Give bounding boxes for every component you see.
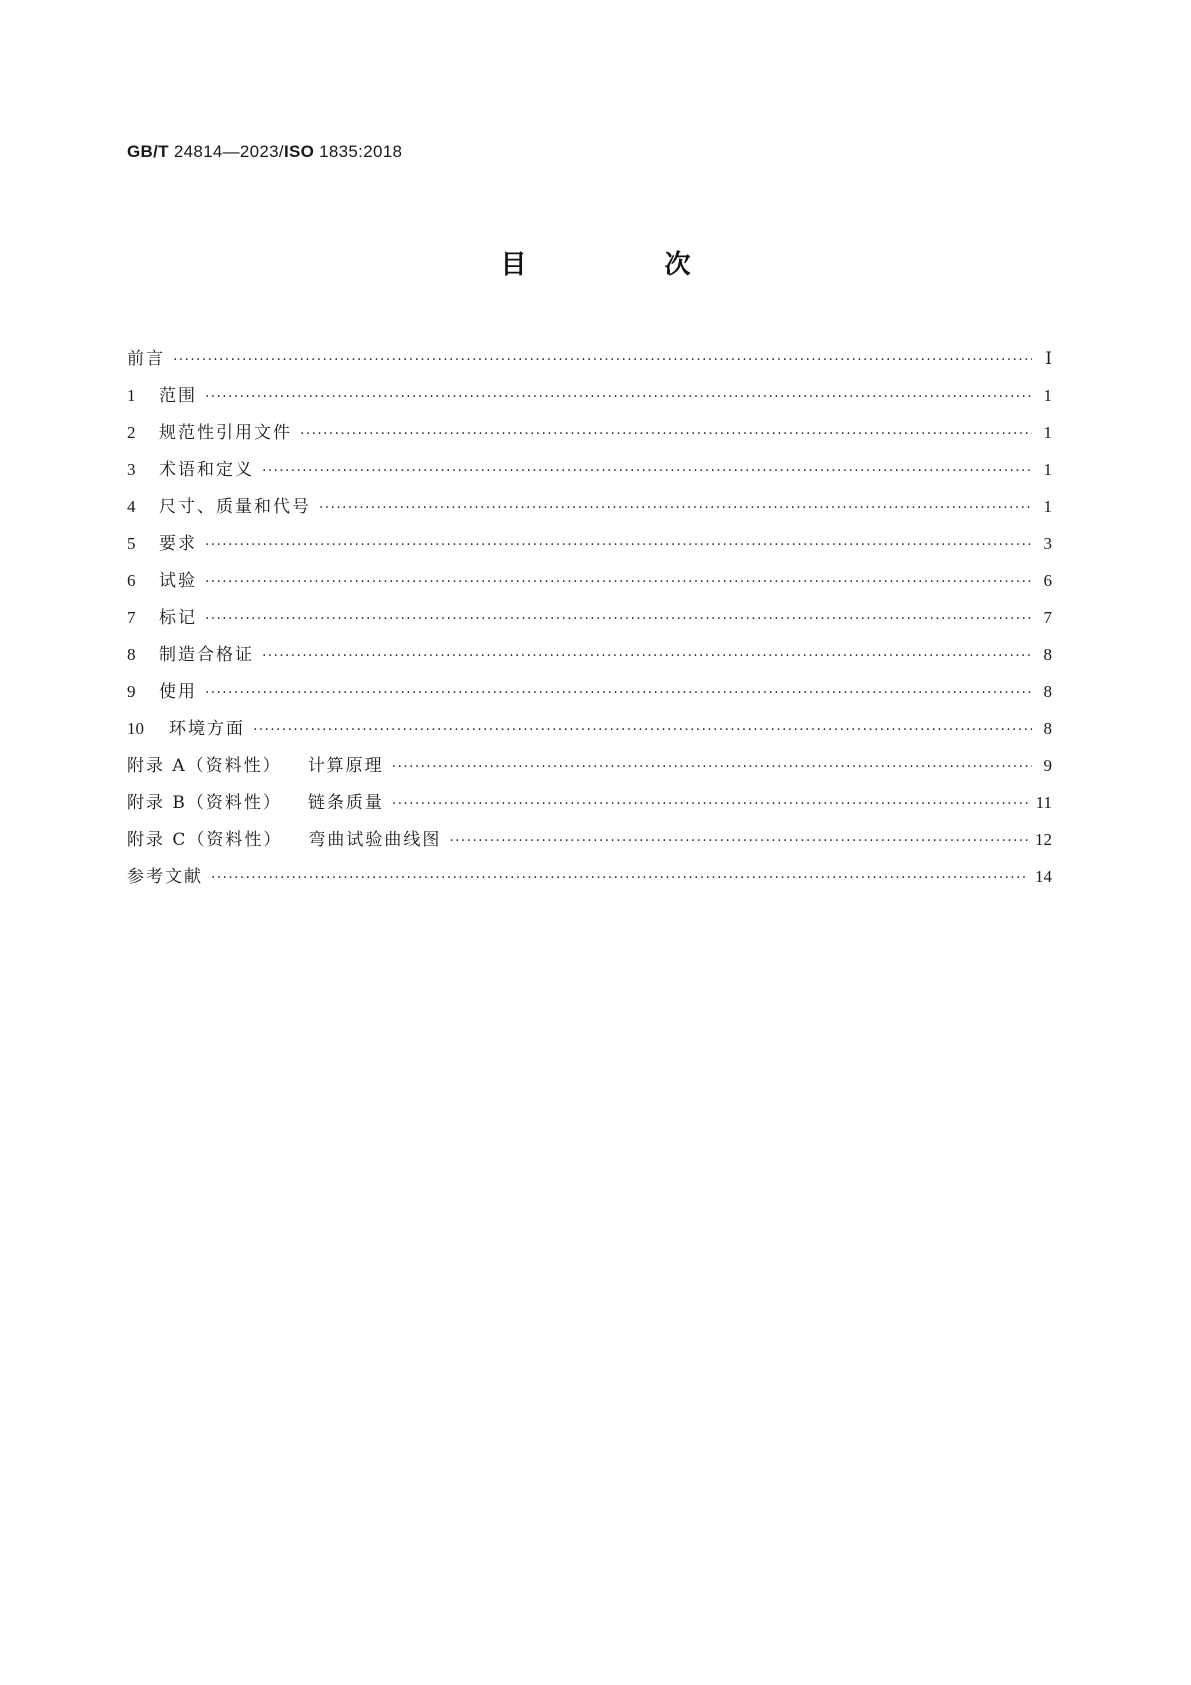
toc-leader-dots (392, 748, 1032, 768)
toc-entry-number: 3 (127, 460, 136, 479)
toc-entry-label: 前言 (127, 349, 165, 369)
toc-entry-label: 试验 (159, 571, 197, 591)
toc-entry-page: 12 (1035, 830, 1052, 849)
toc-leader-dots (449, 822, 1029, 842)
toc-entry-label: 标记 (159, 608, 197, 628)
toc-entry-label: 范围 (159, 386, 197, 406)
toc-entry-5[interactable] (127, 525, 1052, 562)
toc-entry-7[interactable] (127, 599, 1052, 636)
standard-code: 24814—2023/ (168, 142, 284, 161)
toc-leader-dots (319, 489, 1032, 509)
toc-entry-label: 术语和定义 (159, 460, 254, 480)
page-title: 目 次 (500, 250, 747, 280)
toc-entry-page: 14 (1035, 867, 1052, 886)
toc-leader-dots (211, 859, 1029, 879)
toc-entry-number: 6 (127, 571, 136, 590)
toc-entry-8[interactable] (127, 636, 1052, 673)
toc-entry-9[interactable] (127, 673, 1052, 710)
toc-entry-page: 9 (1043, 756, 1052, 775)
toc-entry-page: 7 (1043, 608, 1052, 627)
toc-entry-1[interactable] (127, 377, 1052, 414)
table-of-contents (127, 340, 1052, 895)
standard-prefix: GB/T (127, 142, 169, 161)
toc-entry-label: 环境方面 (169, 719, 245, 739)
toc-entry-label: 制造合格证 (159, 645, 254, 665)
toc-leader-dots (205, 600, 1032, 620)
toc-leader-dots (205, 674, 1032, 694)
toc-entry-label: 附录 C（资料性） (127, 830, 283, 850)
toc-entry-page: Ⅰ (1045, 349, 1052, 368)
toc-leader-dots (253, 711, 1032, 731)
toc-entry-label: 参考文献 (127, 867, 203, 887)
toc-entry-page: 1 (1043, 386, 1052, 405)
toc-entry-page: 8 (1043, 682, 1052, 701)
toc-entry-3[interactable] (127, 451, 1052, 488)
toc-entry-10[interactable] (127, 710, 1052, 747)
toc-entry-label: 附录 A（资料性） (127, 756, 282, 776)
toc-entry-2[interactable] (127, 414, 1052, 451)
toc-entry-page: 3 (1043, 534, 1052, 553)
toc-entry-label: 规范性引用文件 (159, 423, 292, 443)
toc-leader-dots (205, 563, 1032, 583)
toc-entry-annex-b[interactable] (127, 784, 1052, 821)
toc-entry-page: 1 (1043, 460, 1052, 479)
toc-entry-label: 使用 (159, 682, 197, 702)
toc-entry-page: 11 (1035, 793, 1052, 812)
toc-entry-number: 2 (127, 423, 136, 442)
toc-entry-number: 9 (127, 682, 136, 701)
toc-leader-dots (392, 785, 1030, 805)
toc-leader-dots (262, 452, 1032, 472)
toc-entry-page: 8 (1043, 645, 1052, 664)
toc-entry-4[interactable] (127, 488, 1052, 525)
toc-entry-page: 8 (1043, 719, 1052, 738)
toc-entry-annex-a[interactable] (127, 747, 1052, 784)
iso-prefix: ISO (283, 142, 315, 161)
iso-code: 1835:2018 (314, 142, 403, 161)
toc-entry-number: 5 (127, 534, 136, 553)
toc-entry-page: 6 (1043, 571, 1052, 590)
toc-leader-dots (173, 341, 1032, 361)
toc-leader-dots (205, 378, 1032, 398)
toc-entry-foreword[interactable] (127, 340, 1052, 377)
toc-entry-number: 10 (127, 719, 144, 738)
toc-leader-dots (262, 637, 1032, 657)
toc-entry-sublabel: 链条质量 (307, 793, 384, 813)
toc-entry-label: 尺寸、质量和代号 (159, 497, 311, 517)
toc-entry-number: 4 (127, 497, 136, 516)
toc-leader-dots (205, 526, 1032, 546)
toc-entry-sublabel: 计算原理 (307, 756, 384, 776)
toc-leader-dots (300, 415, 1032, 435)
toc-entry-sublabel: 弯曲试验曲线图 (308, 830, 442, 850)
toc-entry-label: 要求 (159, 534, 197, 554)
toc-entry-label: 附录 B（资料性） (127, 793, 282, 813)
toc-entry-number: 7 (127, 608, 136, 627)
toc-entry-number: 1 (127, 386, 136, 405)
toc-entry-number: 8 (127, 645, 136, 664)
toc-entry-page: 1 (1043, 497, 1052, 516)
toc-entry-6[interactable] (127, 562, 1052, 599)
toc-entry-page: 1 (1043, 423, 1052, 442)
toc-entry-annex-c[interactable] (127, 821, 1052, 858)
toc-entry-bibliography[interactable] (127, 858, 1052, 895)
standard-number (127, 142, 402, 162)
